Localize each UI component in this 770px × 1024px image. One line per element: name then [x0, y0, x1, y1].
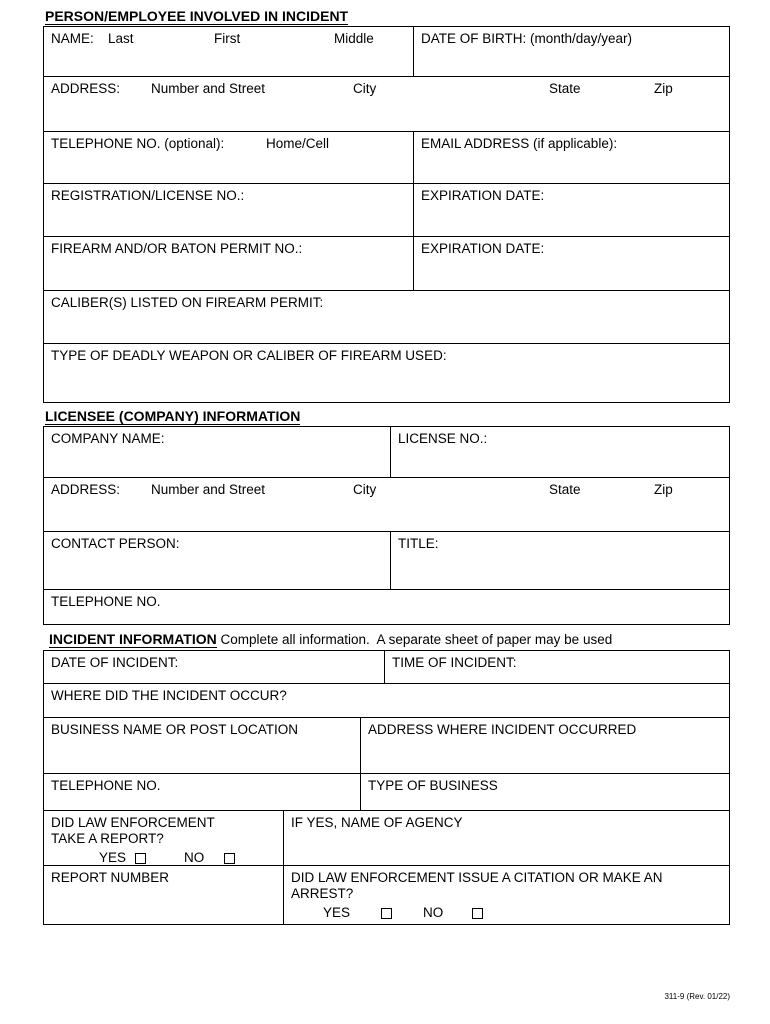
table-row	[44, 27, 729, 77]
name-last-label: Last	[108, 31, 134, 46]
contact-person-label: CONTACT PERSON:	[51, 536, 180, 551]
table-row	[44, 718, 729, 774]
yes-label: YES	[99, 850, 127, 865]
address-label: ADDRESS:	[51, 482, 121, 497]
title-field[interactable]	[390, 532, 729, 589]
table-row	[44, 237, 729, 291]
yes-label: YES	[323, 905, 351, 920]
section-title-person: PERSON/EMPLOYEE INVOLVED IN INCIDENT	[45, 8, 349, 24]
address-street-label: Number and Street	[151, 482, 266, 497]
report-no-checkbox[interactable]	[224, 853, 235, 864]
report-question-label: DID LAW ENFORCEMENT TAKE A REPORT?	[51, 815, 215, 846]
license-number-field[interactable]	[390, 427, 729, 477]
table-row	[44, 590, 729, 624]
incident-location-label: WHERE DID THE INCIDENT OCCUR?	[51, 688, 287, 703]
incident-time-field[interactable]	[384, 651, 729, 683]
incident-time-label: TIME OF INCIDENT:	[392, 655, 517, 670]
calibers-label: CALIBER(S) LISTED ON FIREARM PERMIT:	[51, 295, 324, 310]
address-state-label: State	[549, 482, 581, 497]
table-row	[44, 184, 729, 237]
business-name-label: BUSINESS NAME OR POST LOCATION	[51, 722, 299, 737]
table-row	[44, 291, 729, 344]
telephone-label: TELEPHONE NO.	[51, 594, 161, 609]
table-row	[44, 344, 729, 402]
firearm-permit-label: FIREARM AND/OR BATON PERMIT NO.:	[51, 241, 303, 256]
person-table	[43, 26, 730, 403]
citation-yes-no-line	[323, 905, 723, 921]
address-zip-label: Zip	[654, 482, 673, 497]
title-label: TITLE:	[398, 536, 439, 551]
citation-field[interactable]	[283, 866, 729, 924]
calibers-field[interactable]	[44, 291, 729, 343]
agency-label: IF YES, NAME OF AGENCY	[291, 815, 463, 830]
person-address-field[interactable]	[44, 77, 729, 131]
address-zip-label: Zip	[654, 81, 673, 96]
name-label: NAME:	[51, 31, 94, 46]
table-row	[44, 427, 729, 478]
citation-no-checkbox[interactable]	[472, 908, 483, 919]
table-row	[44, 478, 729, 532]
email-field[interactable]	[413, 132, 729, 183]
incident-subtitle: Complete all information. A separate sheet of paper may be used	[216, 632, 613, 647]
no-label: NO	[184, 850, 205, 865]
business-name-field[interactable]	[44, 718, 360, 773]
weapon-used-label: TYPE OF DEADLY WEAPON OR CALIBER OF FIREARM USED:	[51, 348, 447, 363]
phone-homecell-label: Home/Cell	[266, 136, 330, 151]
dob-label: DATE OF BIRTH: (month/day/year)	[421, 31, 633, 46]
table-row	[44, 684, 729, 718]
name-field[interactable]	[44, 27, 413, 76]
incident-telephone-field[interactable]	[44, 774, 360, 810]
business-type-label: TYPE OF BUSINESS	[368, 778, 498, 793]
address-city-label: City	[353, 81, 377, 96]
address-city-label: City	[353, 482, 377, 497]
table-row	[44, 132, 729, 184]
permit-expiration-label: EXPIRATION DATE:	[421, 241, 545, 256]
table-row	[44, 866, 729, 924]
incident-address-label: ADDRESS WHERE INCIDENT OCCURRED	[368, 722, 637, 737]
table-row	[44, 532, 729, 590]
firearm-permit-field[interactable]	[44, 237, 413, 290]
registration-expiration-field[interactable]	[413, 184, 729, 236]
incident-location-field[interactable]	[44, 684, 729, 717]
report-number-label: REPORT NUMBER	[51, 870, 170, 885]
company-name-field[interactable]	[44, 427, 390, 477]
citation-question-label: DID LAW ENFORCEMENT ISSUE A CITATION OR MAKE AN ARREST?	[291, 870, 663, 901]
table-row	[44, 651, 729, 684]
table-row	[44, 77, 729, 132]
registration-number-field[interactable]	[44, 184, 413, 236]
report-number-field[interactable]	[44, 866, 283, 924]
no-label: NO	[423, 905, 444, 920]
incident-date-label: DATE OF INCIDENT:	[51, 655, 179, 670]
licensee-address-field[interactable]	[44, 478, 729, 531]
table-row	[44, 774, 729, 811]
table-row	[44, 811, 729, 866]
agency-field[interactable]	[283, 811, 729, 865]
licensee-telephone-field[interactable]	[44, 590, 729, 624]
license-number-label: LICENSE NO.:	[398, 431, 488, 446]
address-label: ADDRESS:	[51, 81, 121, 96]
weapon-used-field[interactable]	[44, 344, 729, 402]
permit-expiration-field[interactable]	[413, 237, 729, 290]
registration-expiration-label: EXPIRATION DATE:	[421, 188, 545, 203]
dob-field[interactable]	[413, 27, 729, 76]
report-taken-field[interactable]	[44, 811, 283, 865]
address-street-label: Number and Street	[151, 81, 266, 96]
form-number: 311-9 (Rev. 01/22)	[664, 992, 730, 1001]
phone-label: TELEPHONE NO. (optional):	[51, 136, 225, 151]
address-state-label: State	[549, 81, 581, 96]
company-name-label: COMPANY NAME:	[51, 431, 165, 446]
telephone-label: TELEPHONE NO.	[51, 778, 161, 793]
name-middle-label: Middle	[334, 31, 374, 46]
section-title-incident: INCIDENT INFORMATION Complete all information. A separate sheet of paper may be used	[49, 631, 613, 647]
name-first-label: First	[214, 31, 241, 46]
section-title-licensee: LICENSEE (COMPANY) INFORMATION	[45, 408, 301, 424]
report-yes-checkbox[interactable]	[135, 853, 146, 864]
form-content	[43, 0, 730, 925]
licensee-table	[43, 426, 730, 625]
contact-person-field[interactable]	[44, 532, 390, 589]
email-label: EMAIL ADDRESS (if applicable):	[421, 136, 618, 151]
report-yes-no-line	[99, 850, 277, 866]
incident-address-field[interactable]	[360, 718, 729, 773]
person-phone-field[interactable]	[44, 132, 413, 183]
citation-yes-checkbox[interactable]	[381, 908, 392, 919]
business-type-field[interactable]	[360, 774, 729, 810]
registration-label: REGISTRATION/LICENSE NO.:	[51, 188, 245, 203]
incident-date-field[interactable]	[44, 651, 384, 683]
incident-table	[43, 650, 730, 925]
